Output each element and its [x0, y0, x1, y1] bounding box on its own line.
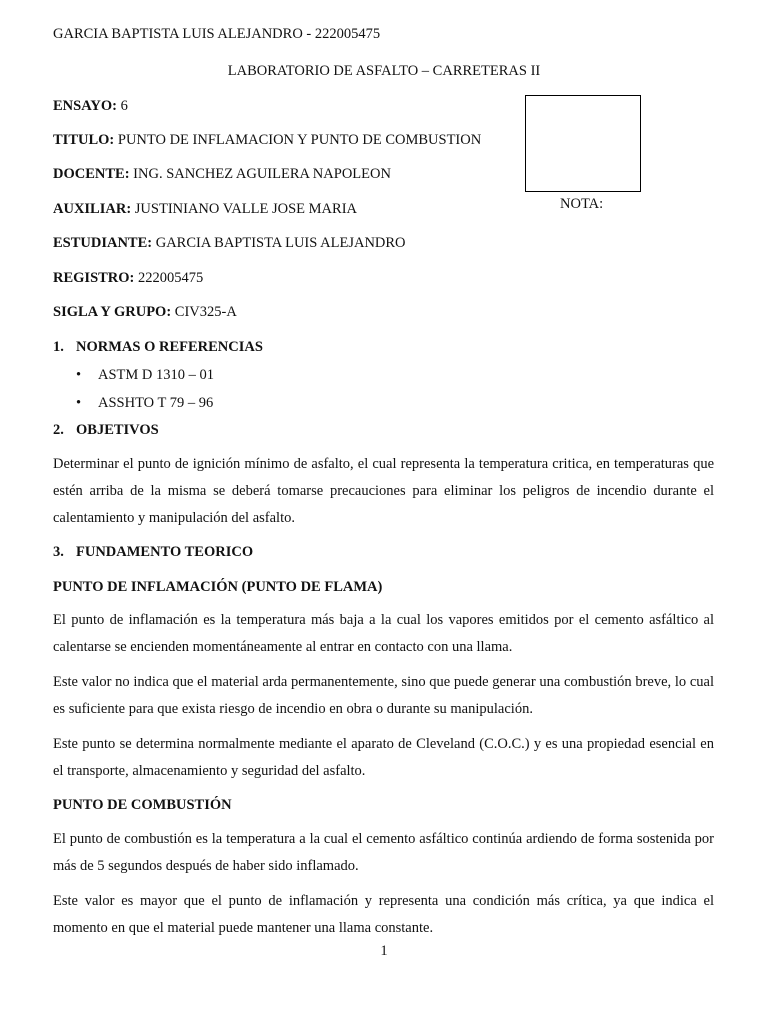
auxiliar-row — [53, 201, 357, 218]
paragraph: Este valor no indica que el material arda permanentemente, sino que puede generar una combustión breve, lo cual es suficiente para que exista riesgo de incendio en obra o durante su manipulación. — [53, 674, 714, 717]
paragraph: Este valor es mayor que el punto de inflamación y representa una condición más crítica, ya que indica el momento en que el material puede mantener una llama constante. — [53, 893, 714, 936]
estudiante-label: ESTUDIANTE: — [53, 235, 153, 251]
docente-label: DOCENTE: — [53, 166, 130, 182]
section1-title: NORMAS O REFERENCIAS — [76, 339, 263, 355]
estudiante-row — [53, 235, 406, 252]
subsection-title: PUNTO DE COMBUSTIÓN — [53, 797, 232, 813]
section1-number: 1. — [53, 339, 64, 355]
document-title: LABORATORIO DE ASFALTO – CARRETERAS II — [227, 63, 541, 79]
registro-value: 222005475 — [134, 270, 204, 286]
paragraph: El punto de inflamación es la temperatura más baja a la cual los vapores emitidos por el cemento asfáltico al calentarse se encienden momentáneamente al entrar en contacto con una llama. — [53, 612, 714, 655]
section2-number: 2. — [53, 422, 64, 438]
grade-box — [525, 95, 641, 192]
titulo-label: TITULO: — [53, 132, 115, 148]
reference-item: ASTM D 1310 – 01 — [98, 367, 215, 383]
subsection-title: PUNTO DE INFLAMACIÓN (PUNTO DE FLAMA) — [53, 579, 383, 595]
registro-label: REGISTRO: — [53, 270, 135, 286]
registro-row — [53, 270, 203, 287]
bullet-icon: • — [76, 395, 82, 411]
objetivos-paragraph: Determinar el punto de ignición mínimo de asfalto, el cual representa la temperatura critica, en temperaturas que estén arriba de la misma se deberá tomarse precauciones para eliminar los peligros de incendio durante el calentamiento y manipulación del asfalto. — [53, 456, 714, 526]
author-line: GARCIA BAPTISTA LUIS ALEJANDRO - 222005475 — [53, 26, 381, 42]
section3-number: 3. — [53, 544, 64, 560]
sigla-label: SIGLA Y GRUPO: — [53, 304, 172, 320]
page-number: 1 — [380, 943, 388, 959]
section2-title: OBJETIVOS — [76, 422, 159, 438]
ensayo-value: 6 — [116, 98, 128, 114]
titulo-value: PUNTO DE INFLAMACION Y PUNTO DE COMBUSTION — [114, 132, 482, 148]
sigla-row — [53, 304, 237, 321]
section3-title: FUNDAMENTO TEORICO — [76, 544, 254, 560]
docente-value: ING. SANCHEZ AGUILERA NAPOLEON — [129, 166, 391, 182]
titulo-row — [53, 132, 481, 149]
ensayo-row — [53, 98, 128, 115]
estudiante-value: GARCIA BAPTISTA LUIS ALEJANDRO — [152, 235, 406, 251]
auxiliar-value: JUSTINIANO VALLE JOSE MARIA — [131, 201, 357, 217]
paragraph: El punto de combustión es la temperatura a la cual el cemento asfáltico continúa ardiendo de forma sostenida por más de 5 segundos después de haber sido inflamado. — [53, 831, 714, 874]
reference-item: ASSHTO T 79 – 96 — [98, 395, 214, 411]
ensayo-label: ENSAYO: — [53, 98, 117, 114]
nota-label: NOTA: — [560, 196, 604, 212]
auxiliar-label: AUXILIAR: — [53, 201, 132, 217]
docente-row — [53, 166, 391, 183]
sigla-value: CIV325-A — [171, 304, 237, 320]
paragraph: Este punto se determina normalmente mediante el aparato de Cleveland (C.O.C.) y es una propiedad esencial en el transporte, almacenamiento y seguridad del asfalto. — [53, 736, 714, 779]
bullet-icon: • — [76, 367, 82, 383]
